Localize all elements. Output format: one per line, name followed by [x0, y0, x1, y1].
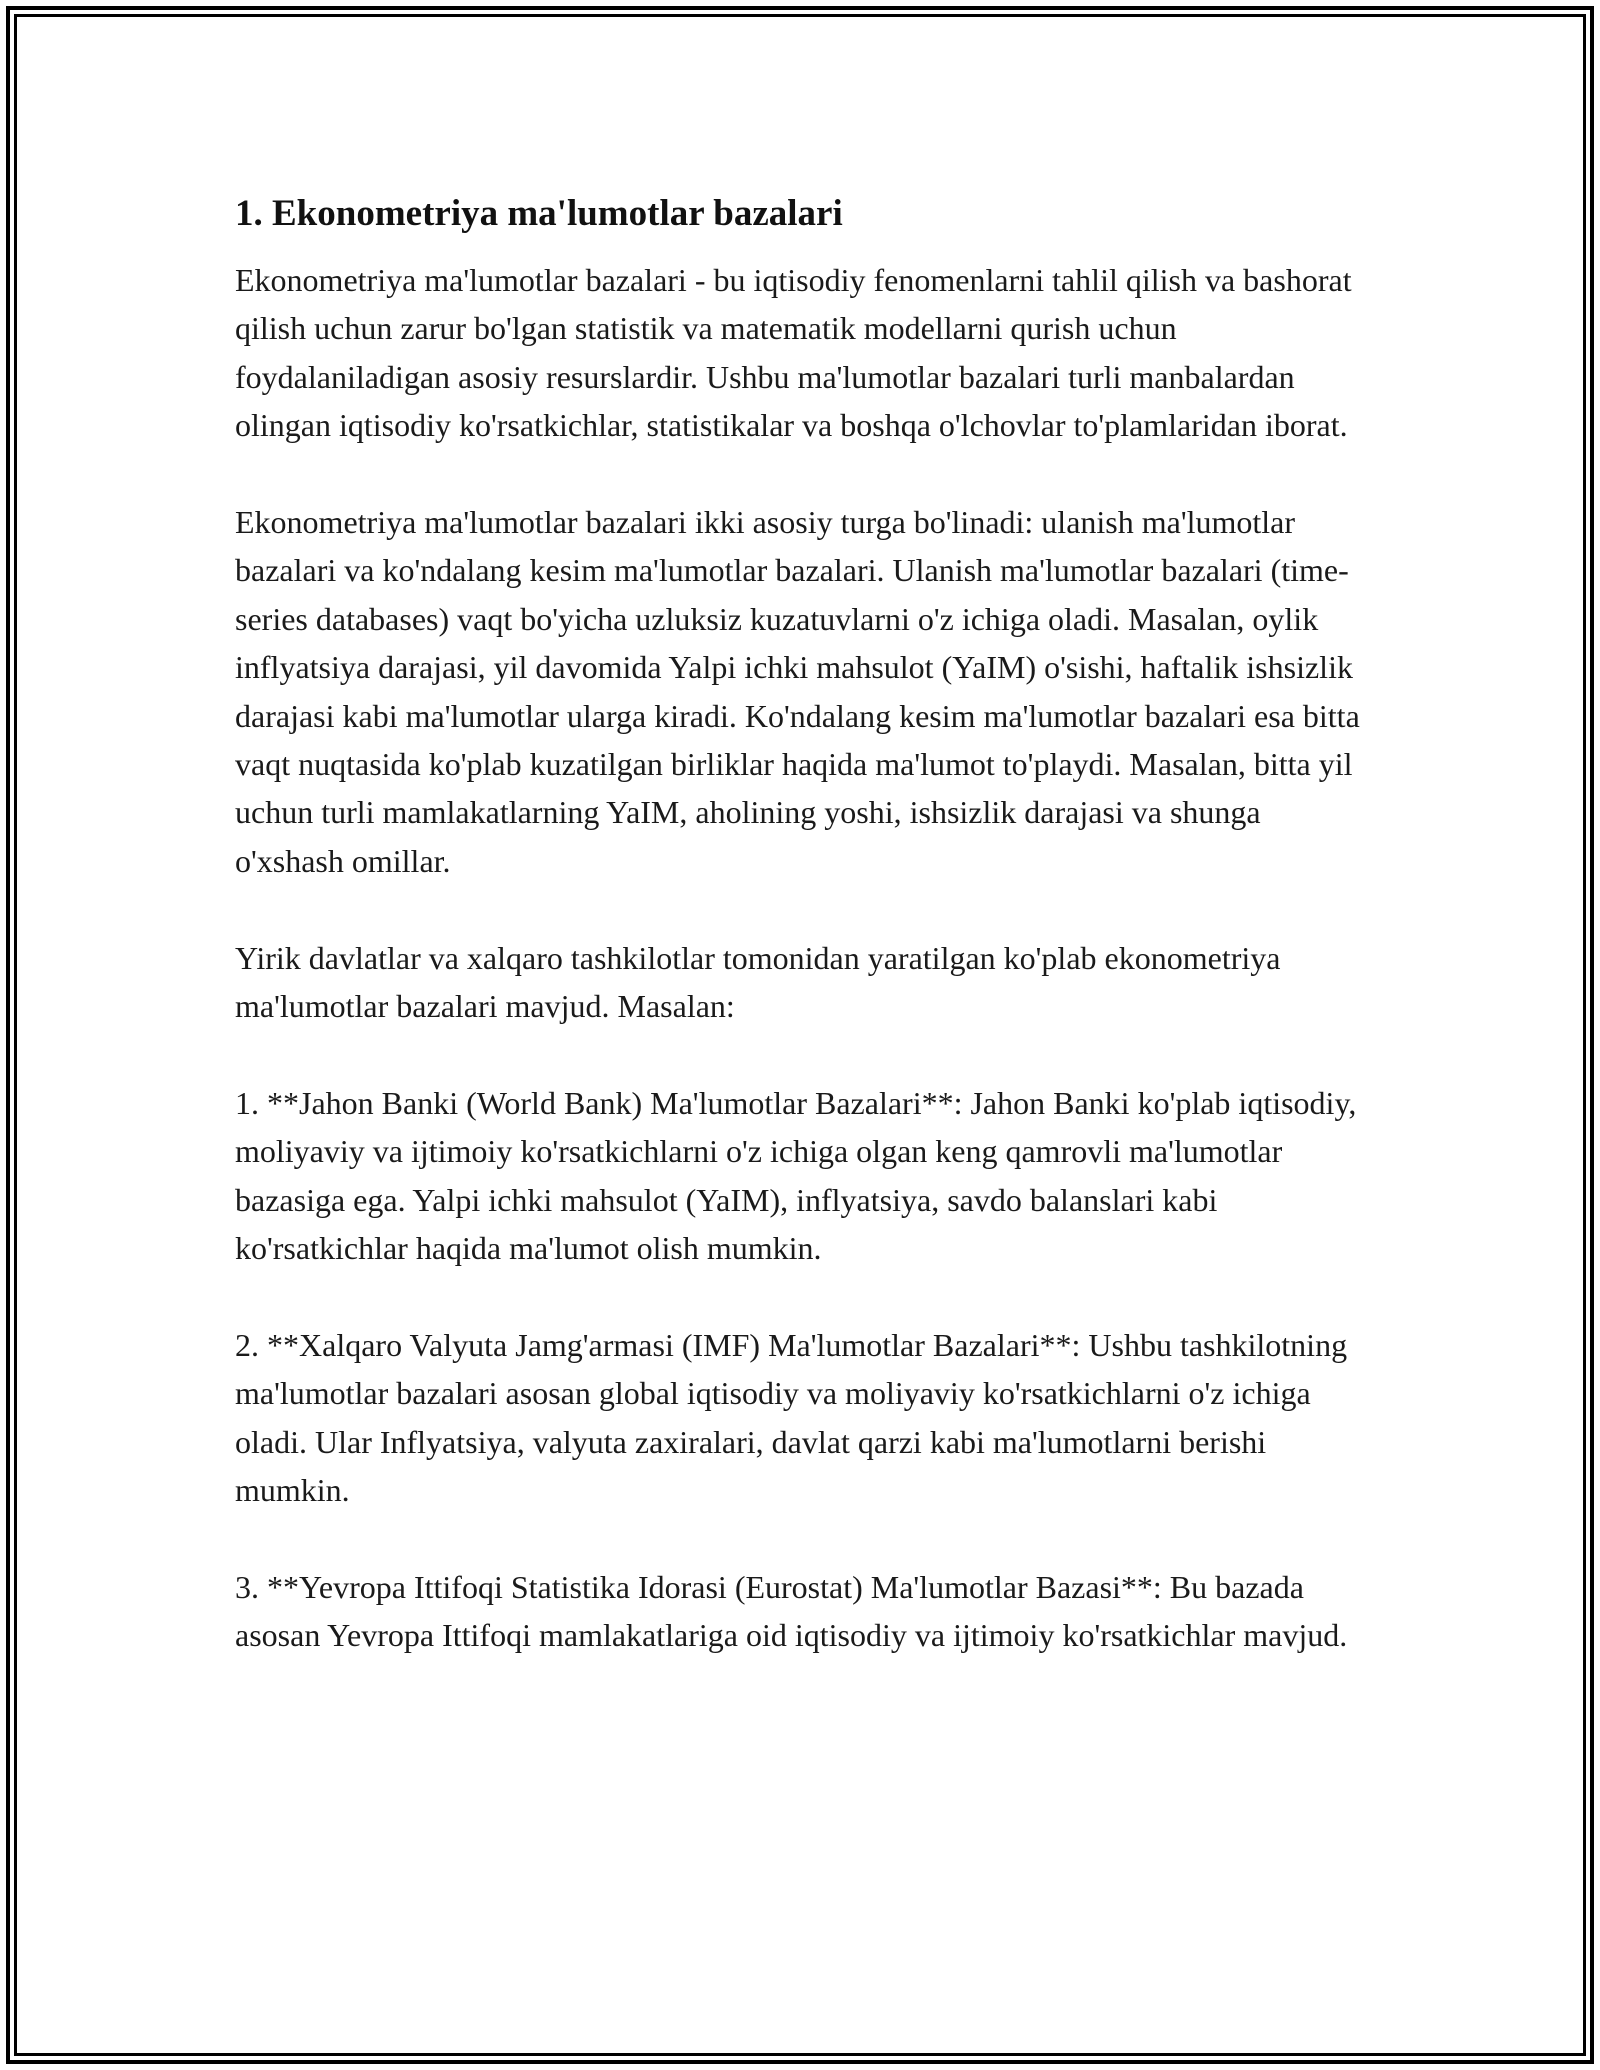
section-heading: 1. Ekonometriya ma'lumotlar bazalari — [235, 193, 843, 234]
list-item-world-bank: 1. **Jahon Banki (World Bank) Ma'lumotlar Bazalari**: Jahon Banki ko'plab iqtisodiy, moliyaviy va ijtimoiy ko'rsatkichlarni o'z ichiga olgan keng qamrovli ma'lumotlar bazasiga ega. Yalpi ichki mahsulot (YaIM), inflyatsiya, savdo balanslari kabi ko'rsatkichlar haqida ma'lumot olish mumkin. — [235, 1084, 1357, 1267]
list-item-eurostat: 3. **Yevropa Ittifoqi Statistika Idorasi (Eurostat) Ma'lumotlar Bazasi**: Bu bazada asosan Yevropa Ittifoqi mamlakatlariga oid iqtisodiy va ijtimoiy ko'rsatkichlar mavjud. — [235, 1568, 1348, 1654]
paragraph-intro: Ekonometriya ma'lumotlar bazalari - bu iqtisodiy fenomenlarni tahlil qilish va bashorat qilish uchun zarur bo'lgan statistik va matematik modellarni qurish uchun foydalaniladigan asosiy resurslardir. Ushbu ma'lumotlar bazalari turli manbalardan olingan iqtisodiy ko'rsatkichlar, statistikalar va boshqa o'lchovlar to'plamlaridan iborat. — [235, 262, 1352, 444]
document-body — [235, 186, 1365, 1660]
paragraph-database-types: Ekonometriya ma'lumotlar bazalari ikki asosiy turga bo'linadi: ulanish ma'lumotlar bazalari va ko'ndalang kesim ma'lumotlar bazalari. Ulanish ma'lumotlar bazalari (time-series databases) vaqt bo'yicha uzluksiz kuzatuvlarni o'z ichiga oladi. Masalan, oylik inflyatsiya darajasi, yil davomida Yalpi ichki mahsulot (YaIM) o'sishi, haftalik ishsizlik darajasi kabi ma'lumotlar ularga kiradi. Ko'ndalang kesim ma'lumotlar bazalari esa bitta vaqt nuqtasida ko'plab kuzatilgan birliklar haqida ma'lumot to'playdi. Masalan, bitta yil uchun turli mamlakatlarning YaIM, aholining yoshi, ishsizlik darajasi va shunga o'xshash omillar. — [235, 504, 1360, 879]
paragraph-examples-intro: Yirik davlatlar va xalqaro tashkilotlar tomonidan yaratilgan ko'plab ekonometriya ma'lumotlar bazalari mavjud. Masalan: — [235, 939, 1281, 1025]
list-item-imf: 2. **Xalqaro Valyuta Jamg'armasi (IMF) Ma'lumotlar Bazalari**: Ushbu tashkilotning ma'lumotlar bazalari asosan global iqtisodiy va moliyaviy ko'rsatkichlarni o'z ichiga oladi. Ular Inflyatsiya, valyuta zaxiralari, davlat qarzi kabi ma'lumotlarni berishi mumkin. — [235, 1326, 1348, 1509]
